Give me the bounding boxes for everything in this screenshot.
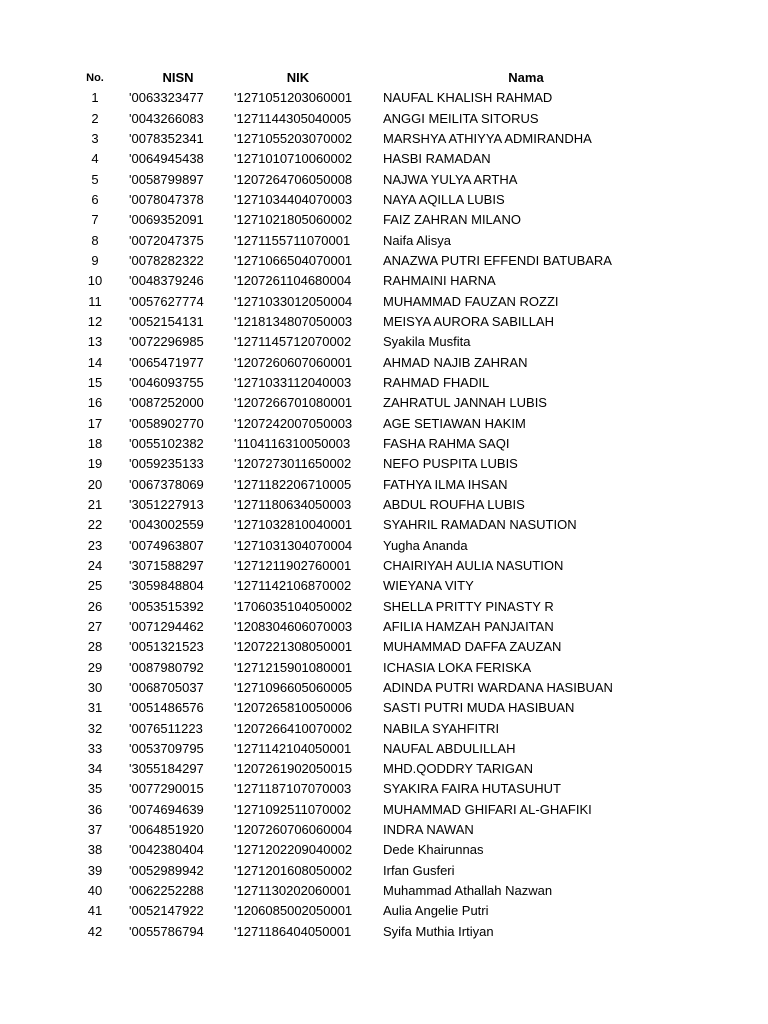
cell-nik: '1271031304070004 — [234, 537, 353, 553]
table-row — [0, 312, 768, 332]
cell-nama: WIEYANA VITY — [383, 578, 474, 594]
cell-nisn: '0051321523 — [129, 639, 204, 655]
table-row — [0, 617, 768, 637]
table-row — [0, 637, 768, 657]
table-row — [0, 536, 768, 556]
cell-nama: FATHYA ILMA IHSAN — [383, 476, 508, 492]
cell-nama: NABILA SYAHFITRI — [383, 720, 500, 736]
cell-no: 18 — [87, 435, 103, 451]
cell-nama: SASTI PUTRI MUDA HASIBUAN — [383, 700, 575, 716]
cell-nisn: '0074694639 — [129, 801, 204, 817]
cell-nama: Naifa Alisya — [383, 232, 451, 248]
table-row — [0, 576, 768, 596]
cell-nama: MUHAMMAD DAFFA ZAUZAN — [383, 639, 562, 655]
cell-no: 35 — [87, 781, 103, 797]
cell-no: 4 — [91, 151, 99, 167]
cell-no: 14 — [87, 354, 103, 370]
cell-nik: '1271092511070002 — [234, 801, 352, 817]
cell-nik: '1271010710060002 — [234, 151, 353, 167]
cell-nama: AHMAD NAJIB ZAHRAN — [383, 354, 528, 370]
table-row — [0, 840, 768, 860]
cell-nama: AFILIA HAMZAH PANJAITAN — [383, 618, 554, 634]
cell-nik: '1271182206710005 — [234, 476, 352, 492]
table-row — [0, 820, 768, 840]
header-nisn: NISN — [162, 70, 194, 85]
cell-nik: '1207265810050006 — [234, 700, 353, 716]
cell-nik: '1207266410070002 — [234, 720, 353, 736]
cell-nama: Yugha Ananda — [383, 537, 468, 553]
cell-no: 34 — [87, 761, 103, 777]
table-row — [0, 414, 768, 434]
cell-nisn: '0052154131 — [129, 313, 204, 329]
table-row — [0, 597, 768, 617]
cell-nisn: '0076511223 — [129, 720, 203, 736]
cell-nisn: '0064851920 — [129, 822, 204, 838]
table-row — [0, 292, 768, 312]
table-row — [0, 475, 768, 495]
cell-nama: NAYA AQILLA LUBIS — [383, 191, 505, 207]
cell-no: 6 — [91, 191, 99, 207]
table-row — [0, 861, 768, 881]
cell-no: 9 — [91, 252, 99, 268]
cell-nisn: '0072296985 — [129, 334, 204, 350]
table-row — [0, 719, 768, 739]
cell-nama: NAJWA YULYA ARTHA — [383, 171, 518, 187]
cell-no: 3 — [91, 130, 99, 146]
cell-nisn: '0074963807 — [129, 537, 204, 553]
cell-nik: '1706035104050002 — [234, 598, 353, 614]
cell-nama: RAHMAD FHADIL — [383, 374, 490, 390]
cell-nisn: '0055102382 — [129, 435, 204, 451]
table-row — [0, 495, 768, 515]
cell-nik: '1207242007050003 — [234, 415, 353, 431]
table-row — [0, 332, 768, 352]
table-row — [0, 231, 768, 251]
cell-nisn: '0043002559 — [129, 517, 204, 533]
cell-nisn: '0087252000 — [129, 395, 204, 411]
cell-nisn: '0067378069 — [129, 476, 204, 492]
cell-nik: '1271021805060002 — [234, 212, 353, 228]
cell-nama: Aulia Angelie Putri — [383, 903, 489, 919]
cell-nama: FAIZ ZAHRAN MILANO — [383, 212, 521, 228]
cell-nik: '1206085002050001 — [234, 903, 353, 919]
table-row — [0, 434, 768, 454]
cell-nama: Syifa Muthia Irtiyan — [383, 923, 494, 939]
table-row — [0, 251, 768, 271]
table-row — [0, 922, 768, 942]
table-row — [0, 353, 768, 373]
cell-no: 29 — [87, 659, 103, 675]
cell-no: 37 — [87, 822, 103, 838]
cell-nisn: '0052147922 — [129, 903, 204, 919]
cell-nama: Dede Khairunnas — [383, 842, 484, 858]
cell-nik: '1271215901080001 — [234, 659, 353, 675]
cell-nik: '1271186404050001 — [234, 923, 352, 939]
cell-nama: NAUFAL KHALISH RAHMAD — [383, 90, 553, 106]
cell-no: 15 — [87, 374, 103, 390]
cell-no: 10 — [87, 273, 103, 289]
cell-nik: '1207266701080001 — [234, 395, 353, 411]
cell-nik: '1207261902050015 — [234, 761, 353, 777]
cell-no: 23 — [87, 537, 103, 553]
cell-nisn: '0078282322 — [129, 252, 204, 268]
cell-no: 5 — [91, 171, 99, 187]
cell-nama: HASBI RAMADAN — [383, 151, 491, 167]
cell-no: 42 — [87, 923, 103, 939]
cell-nama: Muhammad Athallah Nazwan — [383, 883, 553, 899]
cell-nik: '1271142104050001 — [234, 740, 352, 756]
table-row — [0, 779, 768, 799]
cell-nisn: '0078047378 — [129, 191, 204, 207]
cell-nisn: '0062252288 — [129, 883, 204, 899]
table-row — [0, 109, 768, 129]
cell-nisn: '0069352091 — [129, 212, 204, 228]
cell-nama: ANGGI MEILITA SITORUS — [383, 110, 539, 126]
cell-no: 13 — [87, 334, 103, 350]
cell-nisn: '0065471977 — [129, 354, 204, 370]
cell-nik: '1271051203060001 — [234, 90, 353, 106]
cell-nisn: '3071588297 — [129, 557, 204, 573]
cell-no: 8 — [91, 232, 99, 248]
cell-nisn: '3059848804 — [129, 578, 204, 594]
cell-nik: '1271144305040005 — [234, 110, 352, 126]
table-row — [0, 149, 768, 169]
cell-nisn: '0055786794 — [129, 923, 204, 939]
cell-nisn: '0077290015 — [129, 781, 204, 797]
cell-nisn: '0064945438 — [129, 151, 204, 167]
cell-no: 33 — [87, 740, 103, 756]
header-nama: Nama — [508, 70, 544, 85]
cell-nama: MUHAMMAD GHIFARI AL-GHAFIKI — [383, 801, 592, 817]
cell-no: 26 — [87, 598, 103, 614]
cell-nik: '1207260706060004 — [234, 822, 353, 838]
table-row — [0, 800, 768, 820]
cell-nisn: '0048379246 — [129, 273, 204, 289]
cell-nisn: '0051486576 — [129, 700, 204, 716]
cell-no: 11 — [88, 293, 102, 309]
cell-nisn: '0059235133 — [129, 456, 204, 472]
cell-no: 22 — [87, 517, 103, 533]
table-row — [0, 515, 768, 535]
cell-nama: INDRA NAWAN — [383, 822, 474, 838]
cell-no: 25 — [87, 578, 103, 594]
cell-nik: '1271032810040001 — [234, 517, 353, 533]
cell-no: 39 — [87, 862, 103, 878]
cell-no: 36 — [87, 801, 103, 817]
cell-nama: RAHMAINI HARNA — [383, 273, 496, 289]
cell-nik: '1271202209040002 — [234, 842, 353, 858]
table-row — [0, 271, 768, 291]
cell-nisn: '0058799897 — [129, 171, 204, 187]
cell-no: 19 — [87, 456, 103, 472]
cell-nisn: '0063323477 — [129, 90, 204, 106]
table-row — [0, 556, 768, 576]
cell-nisn: '0072047375 — [129, 232, 204, 248]
cell-nik: '1207264706050008 — [234, 171, 353, 187]
cell-nik: '1271145712070002 — [234, 334, 352, 350]
cell-nama: ABDUL ROUFHA LUBIS — [383, 496, 525, 512]
cell-nik: '1207260607060001 — [234, 354, 353, 370]
table-header-row — [0, 68, 768, 88]
cell-nama: FASHA RAHMA SAQI — [383, 435, 510, 451]
table-row — [0, 170, 768, 190]
cell-nisn: '0057627774 — [129, 293, 204, 309]
cell-nik: '1271055203070002 — [234, 130, 353, 146]
table-row — [0, 881, 768, 901]
cell-nik: '1271034404070003 — [234, 191, 353, 207]
cell-no: 40 — [87, 883, 103, 899]
table-row — [0, 454, 768, 474]
table-row — [0, 210, 768, 230]
table-row — [0, 129, 768, 149]
table-row — [0, 759, 768, 779]
student-table — [0, 68, 768, 942]
cell-nisn: '0087980792 — [129, 659, 204, 675]
cell-nik: '1271066504070001 — [234, 252, 353, 268]
cell-no: 21 — [87, 496, 103, 512]
cell-nama: MHD.QODDRY TARIGAN — [383, 761, 534, 777]
cell-nama: MEISYA AURORA SABILLAH — [383, 313, 554, 329]
cell-nisn: '3051227913 — [129, 496, 204, 512]
cell-nik: '1271130202060001 — [234, 883, 352, 899]
cell-nik: '1271211902760001 — [234, 557, 352, 573]
cell-nama: MUHAMMAD FAUZAN ROZZI — [383, 293, 559, 309]
cell-nisn: '0071294462 — [129, 618, 204, 634]
cell-nisn: '0068705037 — [129, 679, 204, 695]
cell-nik: '1271155711070001 — [234, 232, 351, 248]
cell-nik: '1218134807050003 — [234, 313, 353, 329]
cell-nisn: '0078352341 — [129, 130, 204, 146]
header-no: No. — [86, 72, 104, 84]
cell-nama: Irfan Gusferi — [383, 862, 455, 878]
cell-no: 16 — [87, 395, 103, 411]
cell-nama: ANAZWA PUTRI EFFENDI BATUBARA — [383, 252, 612, 268]
cell-nik: '1208304606070003 — [234, 618, 353, 634]
cell-nisn: '0042380404 — [129, 842, 204, 858]
table-row — [0, 739, 768, 759]
table-row — [0, 393, 768, 413]
cell-nik: '1104116310050003 — [234, 435, 351, 451]
table-row — [0, 88, 768, 108]
cell-nama: CHAIRIYAH AULIA NASUTION — [383, 557, 564, 573]
cell-nama: SHELLA PRITTY PINASTY R — [383, 598, 554, 614]
cell-no: 28 — [87, 639, 103, 655]
cell-no: 7 — [91, 212, 99, 228]
cell-no: 12 — [87, 313, 103, 329]
cell-nama: ICHASIA LOKA FERISKA — [383, 659, 532, 675]
cell-nik: '1207261104680004 — [234, 273, 352, 289]
cell-nama: SYAKIRA FAIRA HUTASUHUT — [383, 781, 561, 797]
cell-nama: ADINDA PUTRI WARDANA HASIBUAN — [383, 679, 613, 695]
cell-nisn: '0052989942 — [129, 862, 204, 878]
cell-nik: '1271180634050003 — [234, 496, 352, 512]
cell-nama: ZAHRATUL JANNAH LUBIS — [383, 395, 547, 411]
cell-nisn: '3055184297 — [129, 761, 204, 777]
cell-nik: '1271201608050002 — [234, 862, 353, 878]
cell-nama: AGE SETIAWAN HAKIM — [383, 415, 526, 431]
cell-nisn: '0043266083 — [129, 110, 204, 126]
cell-nik: '1271096605060005 — [234, 679, 353, 695]
cell-nama: Syakila Musfita — [383, 334, 471, 350]
cell-no: 32 — [87, 720, 103, 736]
cell-nik: '1271033012050004 — [234, 293, 353, 309]
cell-nama: NAUFAL ABDULILLAH — [383, 740, 516, 756]
cell-no: 24 — [87, 557, 103, 573]
table-row — [0, 901, 768, 921]
cell-no: 27 — [87, 618, 103, 634]
cell-no: 41 — [87, 903, 103, 919]
cell-nama: NEFO PUSPITA LUBIS — [383, 456, 518, 472]
cell-no: 38 — [87, 842, 103, 858]
cell-nik: '1271033112040003 — [234, 374, 352, 390]
table-row — [0, 373, 768, 393]
cell-nisn: '0053515392 — [129, 598, 204, 614]
header-nik: NIK — [286, 70, 310, 85]
cell-nik: '1207273011650002 — [234, 456, 352, 472]
table-row — [0, 658, 768, 678]
cell-nik: '1207221308050001 — [234, 639, 353, 655]
cell-no: 1 — [91, 90, 99, 106]
cell-no: 20 — [87, 476, 103, 492]
cell-nisn: '0046093755 — [129, 374, 204, 390]
cell-nisn: '0053709795 — [129, 740, 204, 756]
cell-nisn: '0058902770 — [129, 415, 204, 431]
table-row — [0, 678, 768, 698]
cell-nik: '1271142106870002 — [234, 578, 352, 594]
table-body — [0, 88, 768, 942]
cell-no: 30 — [87, 679, 103, 695]
cell-nik: '1271187107070003 — [234, 781, 352, 797]
cell-no: 2 — [91, 110, 99, 126]
table-row — [0, 190, 768, 210]
cell-nama: SYAHRIL RAMADAN NASUTION — [383, 517, 577, 533]
cell-no: 31 — [87, 700, 103, 716]
table-row — [0, 698, 768, 718]
cell-no: 17 — [87, 415, 103, 431]
cell-nama: MARSHYA ATHIYYA ADMIRANDHA — [383, 130, 592, 146]
